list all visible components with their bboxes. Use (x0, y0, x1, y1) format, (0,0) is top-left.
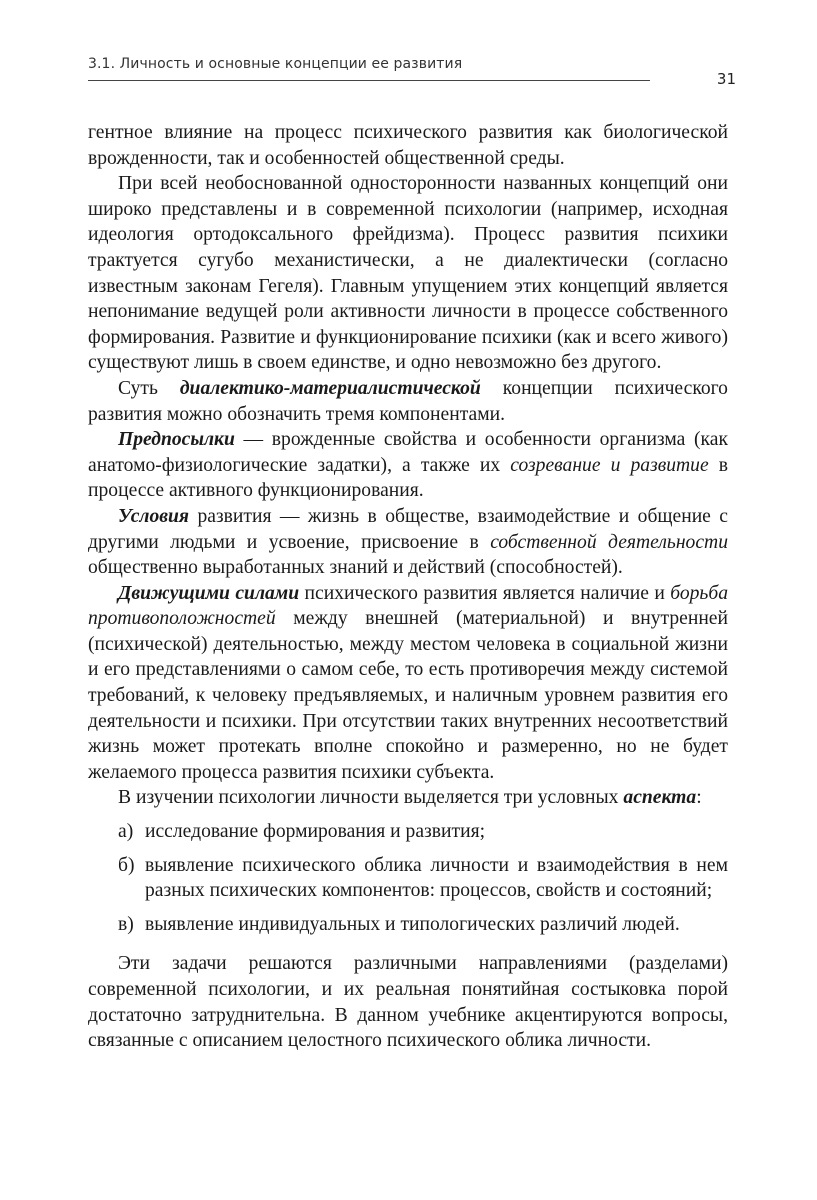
p7-start: В изучении психологии личности выделяется три условных (118, 787, 624, 809)
page-number: 31 (716, 70, 736, 88)
p3-start: Суть (118, 377, 180, 399)
list-item (88, 819, 728, 845)
p5-italic: собственной деятельности (490, 531, 728, 553)
p5-end: общественно выработанных знаний и действий (способностей). (88, 557, 623, 579)
p3-end: концепции психического развития можно обозначить тремя компонентами. (88, 377, 728, 425)
list-item (88, 912, 728, 938)
p6-term: Движущими силами (118, 582, 300, 604)
list-item-text: выявление психического облика личности и взаимодействия в нем разных психических компонентов: процессов, свойств и состояний; (145, 854, 728, 902)
section-title: 3.1. Личность и основные концепции ее развития (88, 56, 463, 72)
p4-term: Предпосылки (118, 429, 235, 451)
p7-term: аспекта (623, 787, 697, 809)
list-item (88, 853, 728, 904)
paragraph-3 (88, 376, 728, 427)
p4-mid: — врожденные свойства и особенности организма (как анатомо-физиологические задатки), а также их (88, 429, 728, 476)
paragraph-1: гентное влияние на процесс психического развития как биологической врожденности, так и особенностей общественной среды. (88, 122, 728, 169)
p7-end: : (696, 787, 702, 809)
p4-end: в процессе активного функционирования. (88, 454, 729, 502)
p6-end: между внешней (материальной) и внутренней (психической) деятельностью, между местом человека в социальной жизни и его представлениями о самом себе, то есть противоречия между системой требований, к человеку предъявляемых, и наличным уровнем развития его деятельности и психики. При отсутствии таких внутренних несоответствий жизнь может протекать вполне спокойно и размеренно, но не будет желаемого процесса развития психики субъекта. (88, 608, 728, 783)
p3-term: диалектико-материалистической (179, 377, 481, 399)
paragraph-5 (88, 504, 728, 581)
aspect-list (88, 819, 728, 937)
paragraph-7 (88, 785, 728, 811)
running-header (88, 56, 736, 96)
header-rule (88, 80, 650, 81)
list-item-text: исследование формирования и развития; (145, 821, 486, 843)
list-marker: в) (118, 913, 134, 935)
p6-italic: борьба противоположностей (88, 582, 728, 630)
p4-italic: созревание и развитие (510, 454, 709, 476)
paragraph-8: Эти задачи решаются различными направлениями (разделами) современной психологии, и их реальная понятийная состыковка порой достаточно затруднительна. В данном учебнике акцентируются вопросы, связанные с описанием целостного психического облика личности. (88, 953, 728, 1052)
list-marker: а) (118, 821, 134, 843)
list-item-text: выявление индивидуальных и типологических различий людей. (145, 913, 680, 935)
p6-mid: психического развития является наличие и (299, 582, 671, 604)
p5-mid: развития — жизнь в обществе, взаимодействие и общение с другими людьми и усвоение, присвоение в (88, 505, 728, 553)
paragraph-2: При всей необоснованной односторонности названных концепций они широко представлены и в современной психологии (например, исходная идеология ортодоксального фрейдизма). Процесс развития психики трактуется сугубо механистически, а не диалектически (согласно известным законам Гегеля). Главным упущением этих концепций является непонимание ведущей роли активности личности в процессе собственного формирования. Развитие и функционирование психики (как и всего живого) существуют лишь в своем единстве, и одно невозможно без другого. (88, 173, 728, 374)
list-marker: б) (118, 854, 135, 876)
paragraph-6 (88, 581, 728, 786)
paragraph-4 (88, 427, 728, 504)
body-text (88, 120, 728, 1054)
p5-term: Условия (118, 505, 190, 527)
